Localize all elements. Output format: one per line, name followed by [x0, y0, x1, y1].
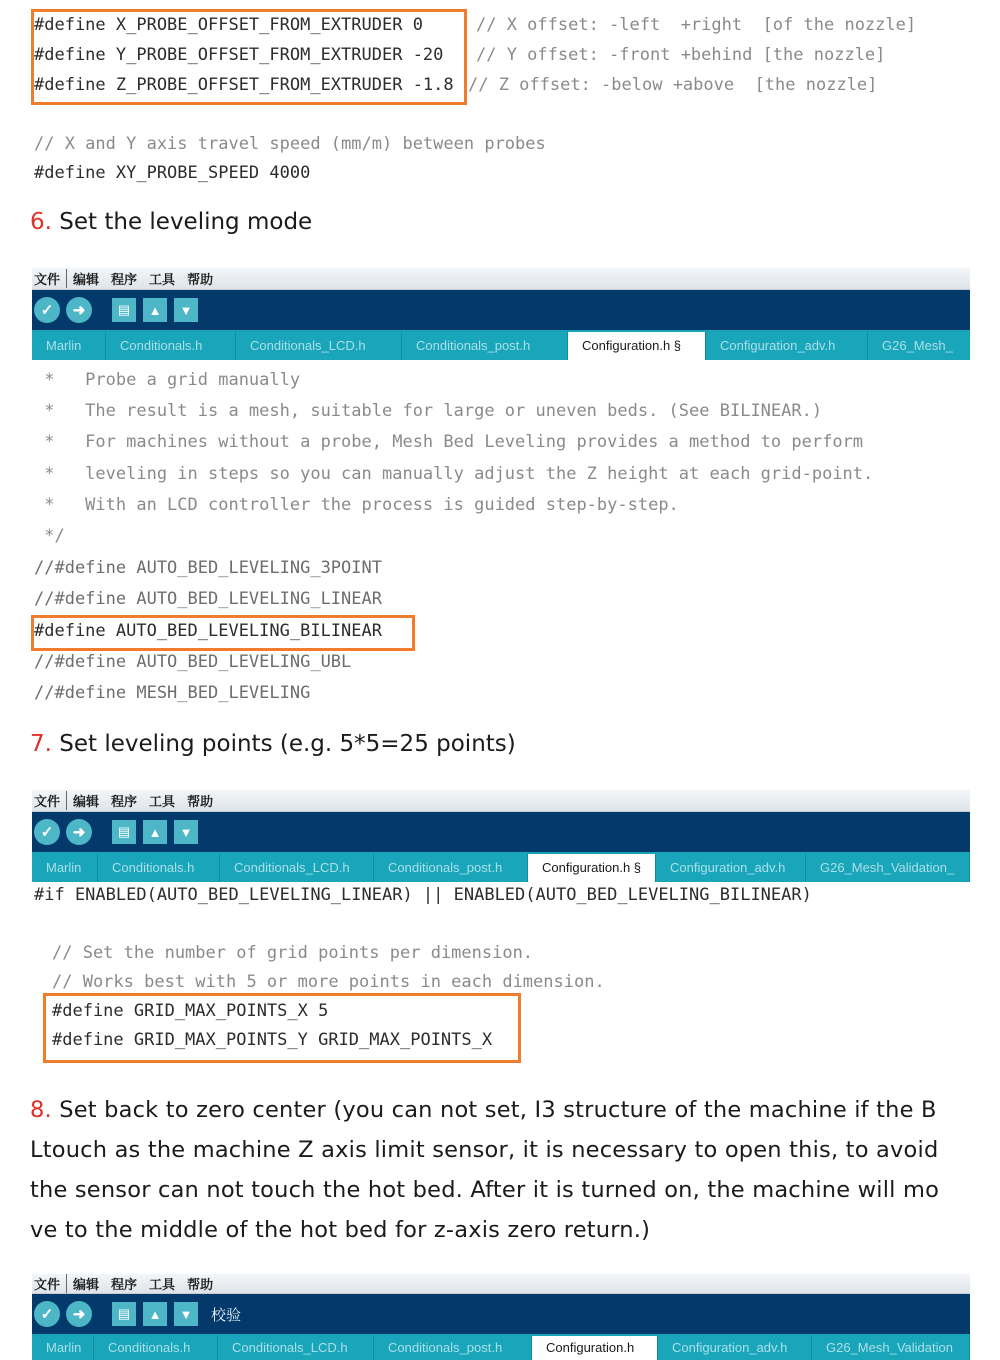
tab-configuration-adv[interactable]: Configuration_adv.h — [656, 854, 806, 882]
menu-bar — [32, 790, 970, 812]
tab-marlin[interactable]: Marlin — [32, 332, 106, 360]
tab-conditionals-lcd[interactable]: Conditionals_LCD.h — [236, 332, 402, 360]
menu-item-tools[interactable]: 工具 — [149, 272, 176, 287]
code-comment: */ — [34, 526, 65, 546]
upload-button[interactable] — [66, 297, 92, 323]
arduino-ide-window — [32, 1274, 970, 1360]
step-text: Set leveling points (e.g. 5*5=25 points) — [51, 731, 516, 757]
toolbar-status-label: 校验 — [211, 1306, 242, 1324]
checkmark-icon: ✓ — [40, 302, 54, 319]
code-comment: // Works best with 5 or more points in each dimension. — [52, 972, 605, 992]
menu-item-edit[interactable]: 编辑 — [73, 794, 100, 809]
save-button[interactable] — [174, 820, 198, 844]
arrow-right-icon: ➜ — [72, 824, 86, 841]
code-line: #define AUTO_BED_LEVELING_BILINEAR — [34, 621, 382, 641]
code-comment: // Y offset: -front +behind [the nozzle] — [476, 45, 886, 65]
tab-configuration-adv[interactable]: Configuration_adv.h — [706, 332, 868, 360]
tab-configuration[interactable]: Configuration.h § — [568, 332, 706, 360]
code-line: #define Y_PROBE_OFFSET_FROM_EXTRUDER -20 — [34, 45, 444, 65]
arrow-right-icon: ➜ — [72, 302, 86, 319]
arrow-right-icon: ➜ — [72, 1306, 86, 1323]
menu-item-tools[interactable]: 工具 — [149, 1277, 176, 1292]
code-line: #define Z_PROBE_OFFSET_FROM_EXTRUDER -1.8 — [34, 75, 454, 95]
code-comment: // Z offset: -below +above [the nozzle] — [468, 75, 878, 95]
code-line: #define GRID_MAX_POINTS_X 5 — [52, 1001, 329, 1021]
verify-button[interactable] — [34, 1301, 60, 1327]
menu-item-sketch[interactable]: 程序 — [111, 794, 138, 809]
step-text-line: Set back to zero center (you can not set, I3 structure of the machine if the B — [51, 1097, 937, 1123]
tab-g26-mesh[interactable]: G26_Mesh_Validation_ — [806, 854, 970, 882]
code-comment: * Probe a grid manually — [34, 370, 301, 390]
menu-item-edit[interactable]: 编辑 — [73, 1277, 100, 1292]
menu-item-help[interactable]: 帮助 — [187, 1277, 214, 1292]
arrow-down-icon: ▼ — [179, 302, 193, 318]
verify-button[interactable] — [34, 819, 60, 845]
menu-item-file[interactable]: 文件 — [34, 1274, 67, 1293]
menu-item-help[interactable]: 帮助 — [187, 794, 214, 809]
upload-button[interactable] — [66, 1301, 92, 1327]
menu-item-sketch[interactable]: 程序 — [111, 1277, 138, 1292]
code-comment: * leveling in steps so you can manually adjust the Z height at each grid-point. — [34, 464, 874, 484]
toolbar — [32, 1294, 970, 1334]
tab-configuration[interactable]: Configuration.h § — [528, 854, 656, 882]
step-text-line: ve to the middle of the hot bed for z-axis zero return.) — [30, 1217, 651, 1243]
step-text-line: Ltouch as the machine Z axis limit sensor, it is necessary to open this, to avoid — [30, 1137, 939, 1163]
code-comment: // X offset: -left +right [of the nozzle] — [476, 15, 917, 35]
menu-bar — [32, 1274, 970, 1294]
code-line: #define X_PROBE_OFFSET_FROM_EXTRUDER 0 — [34, 15, 423, 35]
code-line: #if ENABLED(AUTO_BED_LEVELING_LINEAR) || ENABLED(AUTO_BED_LEVELING_BILINEAR) — [34, 885, 812, 905]
step-number: 6. — [30, 209, 52, 235]
tab-conditionals[interactable]: Conditionals.h — [94, 1336, 218, 1360]
arduino-ide-window — [32, 790, 970, 882]
open-button[interactable] — [143, 298, 167, 322]
document-icon: ▤ — [117, 1306, 131, 1321]
file-tabs — [32, 1334, 970, 1360]
new-button[interactable] — [112, 1302, 136, 1326]
tab-conditionals-post[interactable]: Conditionals_post.h — [374, 854, 528, 882]
save-button[interactable] — [174, 298, 198, 322]
code-line: #define XY_PROBE_SPEED 4000 — [34, 163, 311, 183]
step-number: 8. — [30, 1097, 52, 1123]
code-line: //#define AUTO_BED_LEVELING_UBL — [34, 652, 352, 672]
tab-conditionals[interactable]: Conditionals.h — [98, 854, 220, 882]
tab-conditionals[interactable]: Conditionals.h — [106, 332, 236, 360]
open-button[interactable] — [143, 1302, 167, 1326]
arrow-down-icon: ▼ — [179, 1306, 193, 1322]
tab-conditionals-post[interactable]: Conditionals_post.h — [374, 1336, 532, 1360]
code-line: //#define AUTO_BED_LEVELING_3POINT — [34, 558, 382, 578]
arrow-down-icon: ▼ — [179, 824, 193, 840]
menu-item-sketch[interactable]: 程序 — [111, 272, 138, 287]
checkmark-icon: ✓ — [40, 1306, 54, 1323]
step-7-heading — [30, 731, 516, 757]
step-number: 7. — [30, 731, 52, 757]
arduino-ide-window — [32, 268, 970, 360]
code-comment: // X and Y axis travel speed (mm/m) between probes — [34, 134, 546, 154]
tab-marlin[interactable]: Marlin — [32, 1336, 94, 1360]
step-text-line: the sensor can not touch the hot bed. After it is turned on, the machine will mo — [30, 1177, 940, 1203]
upload-button[interactable] — [66, 819, 92, 845]
menu-item-edit[interactable]: 编辑 — [73, 272, 100, 287]
highlight-box-bilinear — [31, 615, 415, 651]
step-6-heading — [30, 209, 312, 235]
tab-g26-mesh[interactable]: G26_Mesh_Validation — [812, 1336, 970, 1360]
file-tabs — [32, 330, 970, 360]
menu-item-file[interactable]: 文件 — [34, 791, 67, 810]
arrow-up-icon: ▲ — [148, 302, 162, 318]
code-line: //#define AUTO_BED_LEVELING_LINEAR — [34, 589, 382, 609]
menu-item-tools[interactable]: 工具 — [149, 794, 176, 809]
new-button[interactable] — [112, 298, 136, 322]
checkmark-icon: ✓ — [40, 824, 54, 841]
highlight-box-probe-offsets — [31, 9, 467, 105]
arrow-up-icon: ▲ — [148, 1306, 162, 1322]
document-icon: ▤ — [117, 824, 131, 839]
document-icon: ▤ — [117, 302, 131, 317]
menu-item-file[interactable]: 文件 — [34, 269, 67, 288]
menu-item-help[interactable]: 帮助 — [187, 272, 214, 287]
code-comment: // Set the number of grid points per dimension. — [52, 943, 534, 963]
save-button[interactable] — [174, 1302, 198, 1326]
toolbar — [32, 290, 970, 330]
step-8-paragraph — [30, 1090, 975, 1250]
highlight-box-grid-points — [43, 993, 521, 1063]
toolbar — [32, 812, 970, 852]
tab-g26-mesh[interactable]: G26_Mesh_ — [868, 332, 970, 360]
verify-button[interactable] — [34, 297, 60, 323]
tab-conditionals-post[interactable]: Conditionals_post.h — [402, 332, 568, 360]
code-line: //#define MESH_BED_LEVELING — [34, 683, 311, 703]
new-button[interactable] — [112, 820, 136, 844]
arrow-up-icon: ▲ — [148, 824, 162, 840]
code-comment: * With an LCD controller the process is guided step-by-step. — [34, 495, 679, 515]
menu-bar — [32, 268, 970, 290]
code-comment: * For machines without a probe, Mesh Bed Leveling provides a method to perform — [34, 432, 864, 452]
step-text: Set the leveling mode — [51, 209, 313, 235]
code-line: #define GRID_MAX_POINTS_Y GRID_MAX_POINTS_X — [52, 1030, 493, 1050]
code-comment: * The result is a mesh, suitable for large or uneven beds. (See BILINEAR.) — [34, 401, 823, 421]
open-button[interactable] — [143, 820, 167, 844]
tab-configuration-adv[interactable]: Configuration_adv.h — [658, 1336, 812, 1360]
tab-conditionals-lcd[interactable]: Conditionals_LCD.h — [218, 1336, 374, 1360]
tab-marlin[interactable]: Marlin — [32, 854, 98, 882]
tab-conditionals-lcd[interactable]: Conditionals_LCD.h — [220, 854, 374, 882]
tab-configuration[interactable]: Configuration.h — [532, 1336, 658, 1360]
file-tabs — [32, 852, 970, 882]
